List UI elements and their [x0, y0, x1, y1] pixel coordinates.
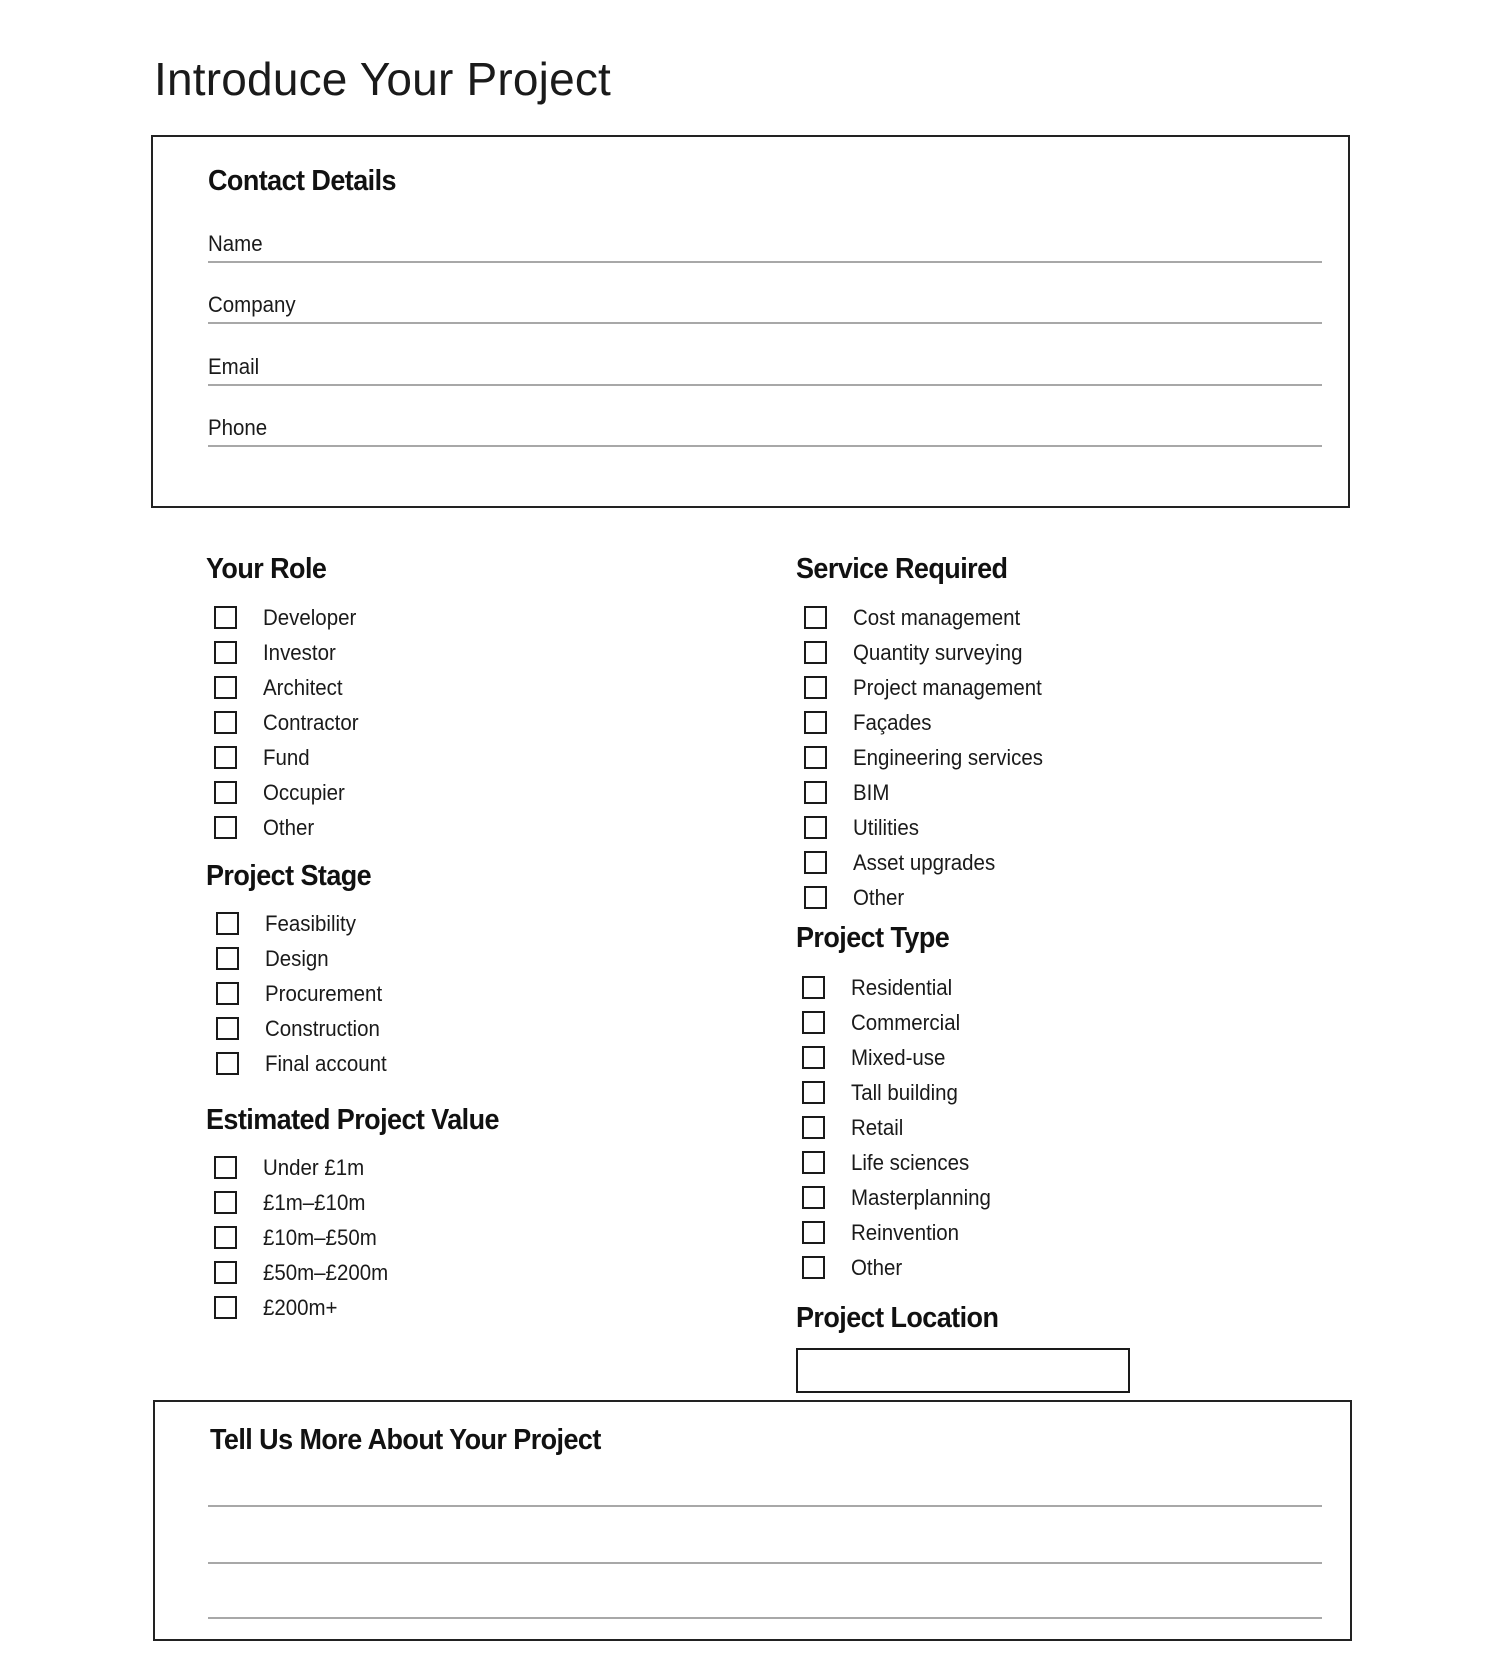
checkbox[interactable] [214, 676, 237, 699]
checkbox[interactable] [802, 976, 825, 999]
checkbox[interactable] [804, 606, 827, 629]
type-option-label: Reinvention [851, 1219, 960, 1245]
type-option-label: Tall building [851, 1079, 958, 1105]
service-option-label: BIM [853, 779, 890, 805]
checkbox[interactable] [804, 641, 827, 664]
type-option[interactable] [794, 1110, 1001, 1145]
checkbox[interactable] [214, 746, 237, 769]
project-type-options [794, 970, 1001, 1285]
email-field[interactable] [208, 342, 1322, 386]
project-description-box [153, 1400, 1352, 1641]
role-option-label: Occupier [263, 779, 345, 805]
role-option-label: Fund [263, 744, 310, 770]
service-option[interactable] [796, 775, 1057, 810]
checkbox[interactable] [802, 1221, 825, 1244]
service-required-options [796, 600, 1057, 915]
service-required-heading: Service Required [796, 553, 1008, 585]
checkbox[interactable] [214, 781, 237, 804]
checkbox[interactable] [214, 1156, 237, 1179]
type-option-label: Residential [851, 974, 953, 1000]
service-option[interactable] [796, 845, 1057, 880]
checkbox[interactable] [804, 851, 827, 874]
service-option-label: Other [853, 884, 905, 910]
value-option-label: Under £1m [263, 1154, 365, 1180]
type-option[interactable] [794, 1145, 1001, 1180]
project-description-heading: Tell Us More About Your Project [210, 1424, 601, 1456]
your-role-options [206, 600, 366, 845]
checkbox[interactable] [802, 1116, 825, 1139]
checkbox[interactable] [216, 1017, 239, 1040]
checkbox[interactable] [214, 711, 237, 734]
checkbox[interactable] [804, 711, 827, 734]
role-option[interactable] [206, 600, 366, 635]
value-option[interactable] [206, 1290, 398, 1325]
description-line-2[interactable] [208, 1562, 1322, 1564]
value-option-label: £200m+ [263, 1294, 338, 1320]
service-option-label: Façades [853, 709, 932, 735]
service-option[interactable] [796, 810, 1057, 845]
role-option[interactable] [206, 810, 366, 845]
project-stage-options [208, 906, 396, 1081]
stage-option-label: Final account [265, 1050, 387, 1076]
checkbox[interactable] [214, 816, 237, 839]
role-option-label: Architect [263, 674, 343, 700]
stage-option[interactable] [208, 906, 396, 941]
type-option[interactable] [794, 1005, 1001, 1040]
type-option[interactable] [794, 970, 1001, 1005]
stage-option-label: Construction [265, 1015, 380, 1041]
checkbox[interactable] [214, 1226, 237, 1249]
role-option-label: Developer [263, 604, 357, 630]
stage-option[interactable] [208, 941, 396, 976]
name-field[interactable] [208, 219, 1322, 263]
type-option[interactable] [794, 1180, 1001, 1215]
company-field[interactable] [208, 280, 1322, 324]
phone-field-label: Phone [208, 415, 268, 440]
service-option-label: Asset upgrades [853, 849, 996, 875]
page-title: Introduce Your Project [154, 53, 612, 105]
service-option-label: Engineering services [853, 744, 1043, 770]
role-option[interactable] [206, 670, 366, 705]
checkbox[interactable] [804, 886, 827, 909]
service-option[interactable] [796, 670, 1057, 705]
estimated-project-value-heading: Estimated Project Value [206, 1104, 499, 1136]
stage-option[interactable] [208, 1046, 396, 1081]
service-option-label: Utilities [853, 814, 919, 840]
checkbox[interactable] [802, 1186, 825, 1209]
type-option-label: Masterplanning [851, 1184, 991, 1210]
type-option-label: Mixed-use [851, 1044, 946, 1070]
email-field-label: Email [208, 354, 260, 379]
type-option[interactable] [794, 1040, 1001, 1075]
value-option[interactable] [206, 1220, 398, 1255]
stage-option[interactable] [208, 976, 396, 1011]
service-option[interactable] [796, 635, 1057, 670]
stage-option[interactable] [208, 1011, 396, 1046]
service-option-label: Project management [853, 674, 1042, 700]
checkbox[interactable] [802, 1151, 825, 1174]
role-option-label: Other [263, 814, 315, 840]
checkbox[interactable] [802, 1011, 825, 1034]
service-option[interactable] [796, 705, 1057, 740]
checkbox[interactable] [214, 1261, 237, 1284]
stage-option-label: Feasibility [265, 910, 356, 936]
description-line-1[interactable] [208, 1505, 1322, 1507]
checkbox[interactable] [804, 781, 827, 804]
value-option[interactable] [206, 1185, 398, 1220]
checkbox[interactable] [214, 641, 237, 664]
value-option-label: £50m–£200m [263, 1259, 389, 1285]
role-option[interactable] [206, 705, 366, 740]
checkbox[interactable] [804, 816, 827, 839]
stage-option-label: Design [265, 945, 329, 971]
service-option[interactable] [796, 880, 1057, 915]
project-location-heading: Project Location [796, 1302, 999, 1334]
service-option[interactable] [796, 600, 1057, 635]
checkbox[interactable] [214, 606, 237, 629]
project-stage-heading: Project Stage [206, 860, 372, 892]
checkbox[interactable] [802, 1256, 825, 1279]
your-role-heading: Your Role [206, 553, 327, 585]
service-option-label: Cost management [853, 604, 1021, 630]
checkbox[interactable] [216, 947, 239, 970]
checkbox[interactable] [214, 1296, 237, 1319]
checkbox[interactable] [216, 1052, 239, 1075]
checkbox[interactable] [804, 746, 827, 769]
contact-details-box [151, 135, 1350, 508]
checkbox[interactable] [216, 982, 239, 1005]
checkbox[interactable] [804, 676, 827, 699]
checkbox[interactable] [802, 1046, 825, 1069]
stage-option-label: Procurement [265, 980, 383, 1006]
role-option[interactable] [206, 775, 366, 810]
project-location-input[interactable] [796, 1348, 1130, 1393]
value-option-label: £1m–£10m [263, 1189, 366, 1215]
type-option[interactable] [794, 1075, 1001, 1110]
role-option-label: Contractor [263, 709, 359, 735]
project-type-heading: Project Type [796, 922, 950, 954]
name-field-label: Name [208, 231, 263, 256]
phone-field[interactable] [208, 403, 1322, 447]
value-option[interactable] [206, 1150, 398, 1185]
contact-details-heading: Contact Details [208, 165, 396, 197]
type-option[interactable] [794, 1215, 1001, 1250]
type-option-label: Commercial [851, 1009, 961, 1035]
service-option[interactable] [796, 740, 1057, 775]
service-option-label: Quantity surveying [853, 639, 1023, 665]
company-field-label: Company [208, 292, 296, 317]
value-option[interactable] [206, 1255, 398, 1290]
value-option-label: £10m–£50m [263, 1224, 377, 1250]
checkbox[interactable] [802, 1081, 825, 1104]
role-option[interactable] [206, 740, 366, 775]
type-option-label: Retail [851, 1114, 904, 1140]
checkbox[interactable] [216, 912, 239, 935]
estimated-project-value-options [206, 1150, 398, 1325]
checkbox[interactable] [214, 1191, 237, 1214]
type-option[interactable] [794, 1250, 1001, 1285]
type-option-label: Life sciences [851, 1149, 970, 1175]
description-line-3[interactable] [208, 1617, 1322, 1619]
role-option-label: Investor [263, 639, 336, 665]
role-option[interactable] [206, 635, 366, 670]
type-option-label: Other [851, 1254, 903, 1280]
